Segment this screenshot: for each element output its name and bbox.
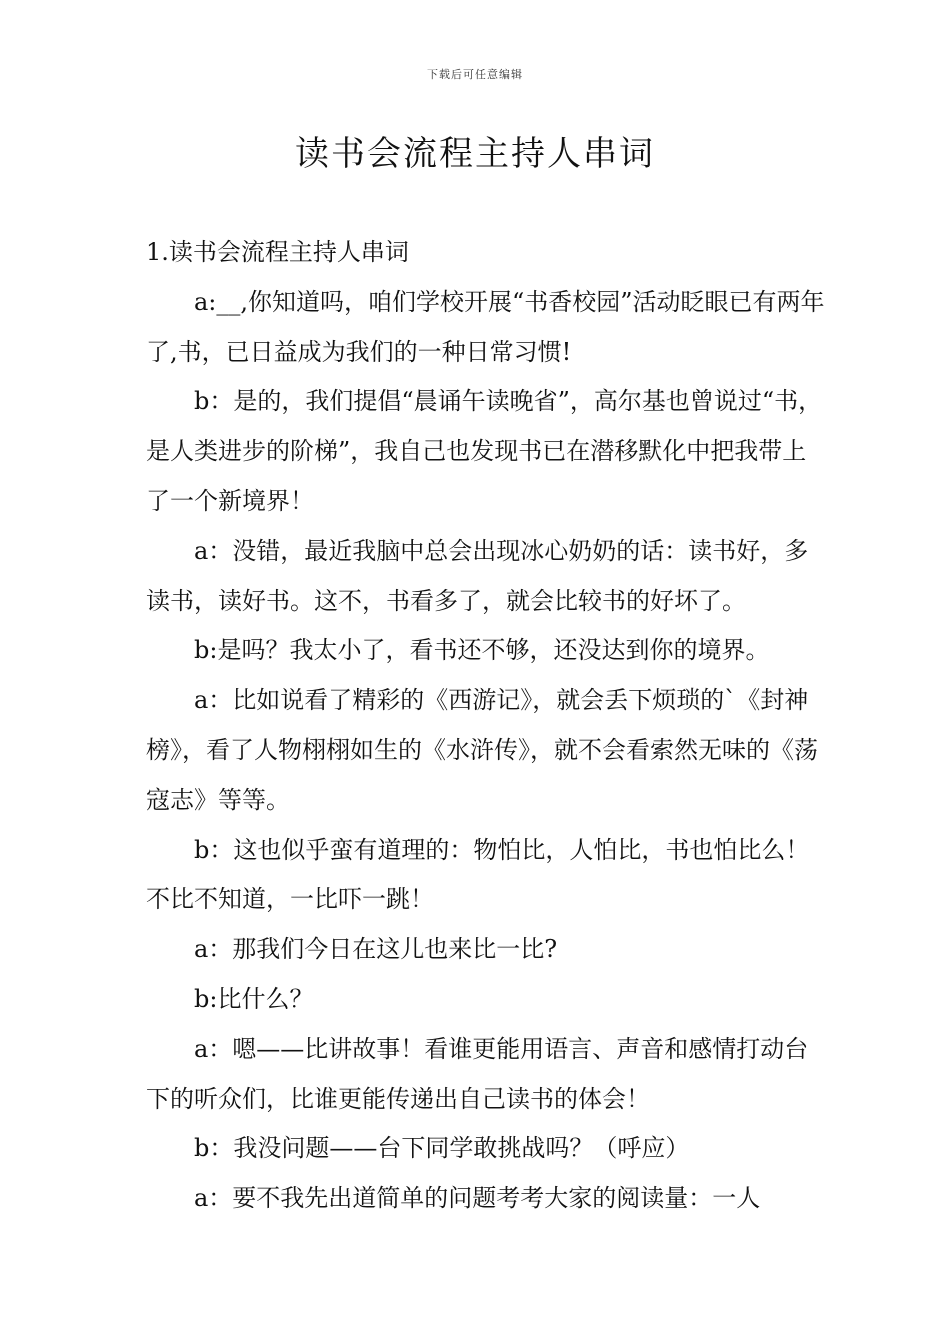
dialogue-paragraph: a:__,你知道吗，咱们学校开展“书香校园”活动眨眼已有两年了,书，已日益成为我们的一种日常习惯! xyxy=(146,287,825,366)
document-body xyxy=(146,228,826,1224)
document-title: 读书会流程主持人串词 xyxy=(295,134,655,174)
dialogue-paragraph: a：比如说看了精彩的《西游记》，就会丢下烦琐的`《封神榜》，看了人物栩栩如生的《水浒传》，就不会看索然无味的《荡寇志》等等。 xyxy=(146,686,818,814)
dialogue-paragraph: b:是吗？我太小了，看书还不够，还没达到你的境界。 xyxy=(194,636,770,665)
dialogue-paragraph: b:比什么？ xyxy=(194,984,314,1013)
dialogue-paragraph: a：那我们今日在这儿也来比一比? xyxy=(194,935,558,964)
header-note: 下载后可任意编辑 xyxy=(427,68,523,81)
dialogue-paragraph: b：这也似乎蛮有道理的：物怕比，人怕比，书也怕比么！不比不知道，一比吓一跳！ xyxy=(146,835,810,914)
dialogue-paragraph: b：我没问题——台下同学敢挑战吗？（呼应） xyxy=(194,1134,690,1163)
dialogue-paragraph: a：嗯——比讲故事！看谁更能用语言、声音和感情打动台下的听众们，比谁更能传递出自己读书的体会！ xyxy=(146,1034,809,1113)
dialogue-paragraph: a：要不我先出道简单的问题考考大家的阅读量：一人 xyxy=(194,1184,761,1213)
dialogue-paragraph: a：没错，最近我脑中总会出现冰心奶奶的话：读书好，多读书，读好书。这不，书看多了，就会比较书的好坏了。 xyxy=(146,536,809,615)
section-heading: 1.读书会流程主持人串词 xyxy=(146,238,409,266)
dialogue-paragraph: b：是的，我们提倡“晨诵午读晚省”，高尔基也曾说过“书，是人类进步的阶梯”，我自己也发现书已在潜移默化中把我带上了一个新境界！ xyxy=(146,387,823,515)
